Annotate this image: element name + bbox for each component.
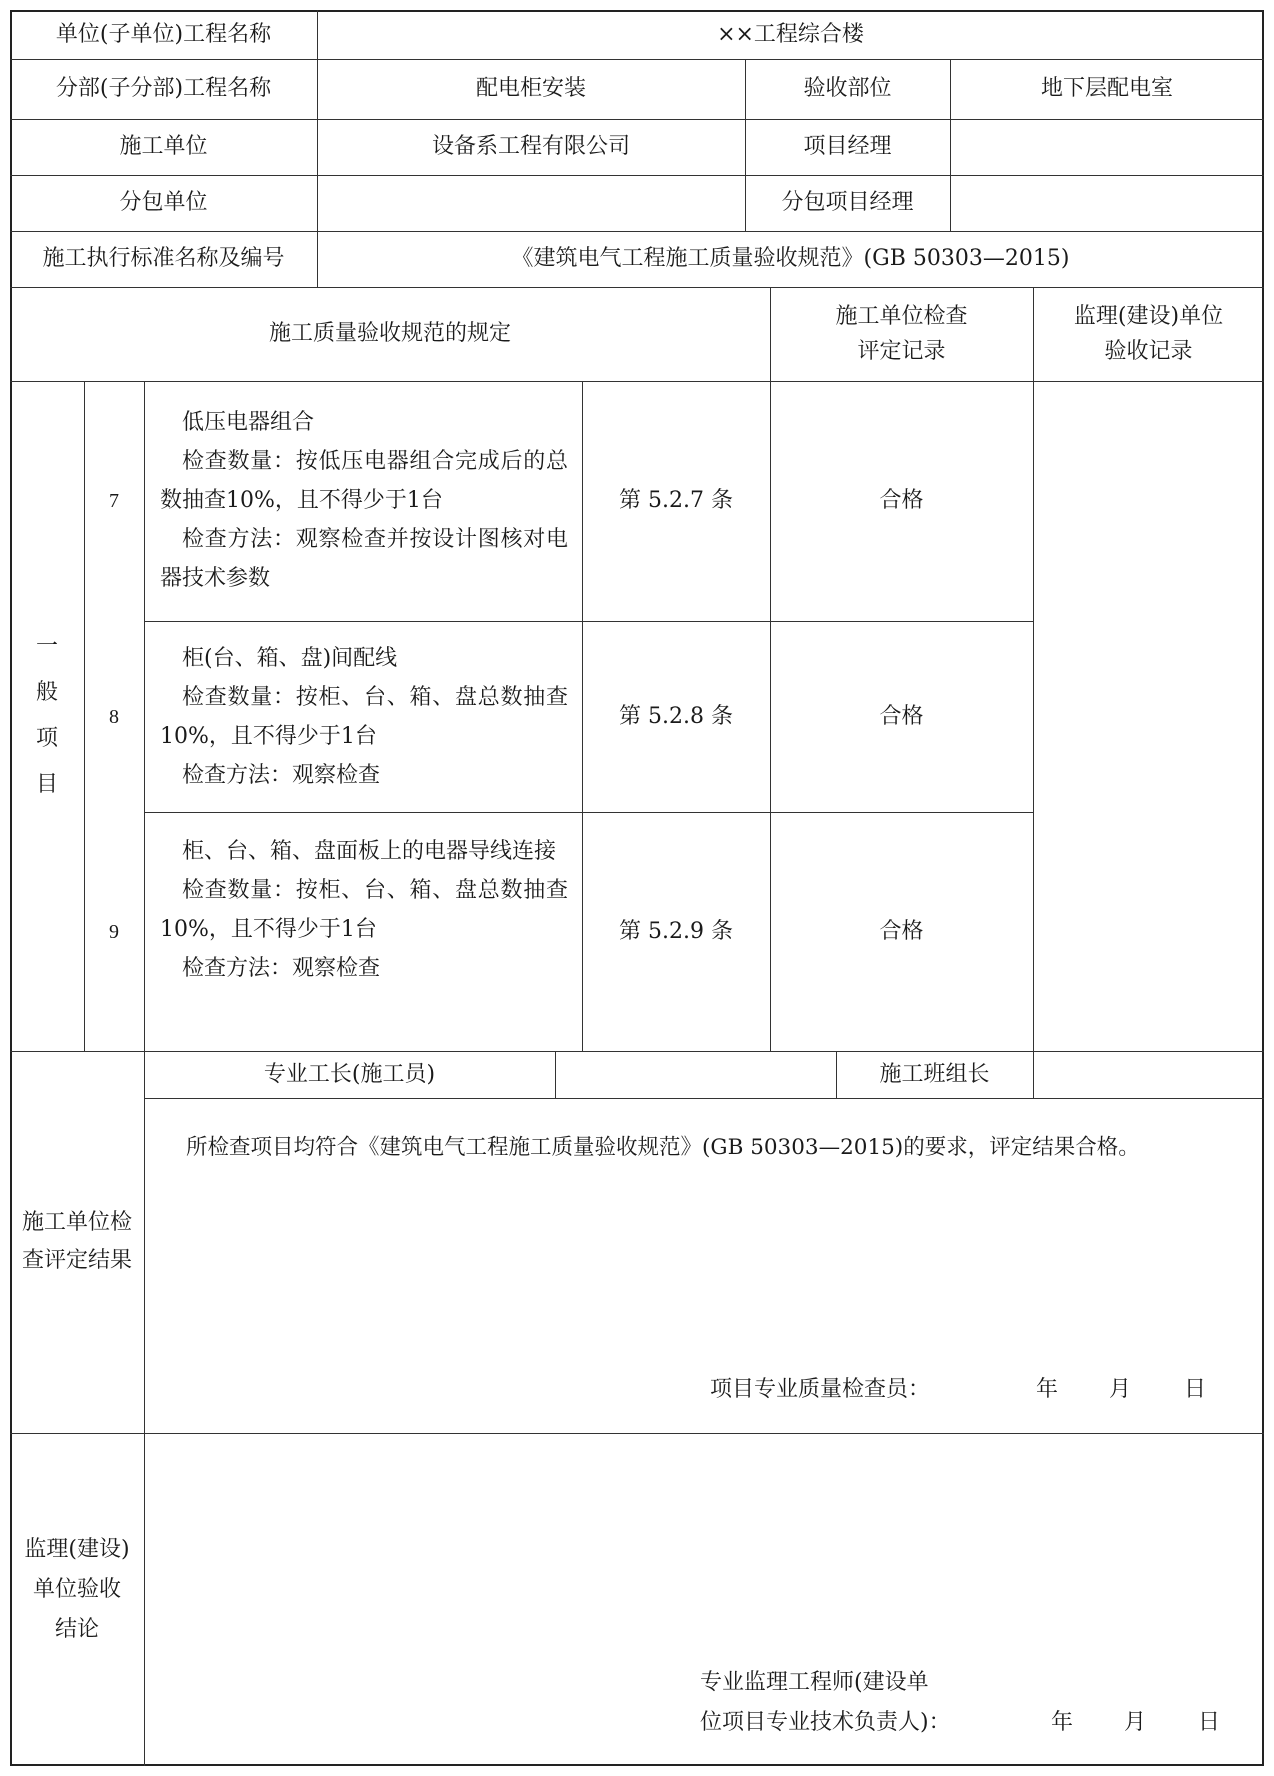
standard-value: 《建筑电气工程施工质量验收规范》(GB 50303—2015): [511, 246, 1070, 272]
section-label-char: 般: [35, 680, 58, 705]
quality-inspector-label: 项目专业质量检查员：: [710, 1377, 931, 1403]
supervisor-header-line2: 验收记录: [1104, 339, 1193, 364]
item-check-quantity: 检查数量：按柜、台、箱、盘总数抽查10%，且不得少于1台: [160, 685, 568, 749]
unit-project-label: 单位(子单位)工程名称: [55, 21, 272, 47]
unit-project-value: ××工程综合楼: [717, 21, 864, 47]
item-number: 8: [109, 705, 119, 728]
item-result: 合格: [879, 918, 924, 944]
supervisor-conclusion-label-line2: 单位验收: [32, 1577, 121, 1602]
item-number: 9: [109, 920, 119, 943]
item-description: [160, 639, 568, 795]
item-clause: 第 5.2.9 条: [619, 918, 733, 944]
supervisor-conclusion-label-line3: 结论: [54, 1617, 99, 1642]
contractor-check-header-line1: 施工单位检查: [835, 303, 968, 329]
acceptance-part-value: 地下层配电室: [1040, 76, 1173, 102]
item-description: [160, 832, 568, 988]
contractor-result-month: 月: [1108, 1377, 1131, 1403]
item-title: 低压电器组合: [182, 410, 315, 435]
general-items-section-label: [10, 381, 84, 1051]
acceptance-part-label: 验收部位: [803, 76, 892, 102]
contractor-result-label-line2: 查评定结果: [21, 1248, 132, 1273]
contractor-result-text: 所检查项目均符合《建筑电气工程施工质量验收规范》(GB 50303—2015)的要求，评定结果合格。: [186, 1134, 1140, 1160]
sub-project-label: 分部(子分部)工程名称: [55, 76, 272, 102]
supervising-engineer-label-line2: 位项目专业技术负责人)：: [700, 1710, 951, 1736]
spec-column-header: 施工质量验收规范的规定: [268, 321, 511, 347]
supervisor-conclusion-label: [10, 1500, 144, 1680]
sub-project-manager-label: 分包项目经理: [781, 190, 914, 216]
supervising-engineer-label-line1: 专业监理工程师(建设单: [700, 1670, 929, 1696]
section-label-char: 项: [35, 726, 58, 751]
item-result: 合格: [879, 488, 924, 514]
item-clause: 第 5.2.8 条: [619, 703, 733, 729]
item-check-method: 检查方法：观察检查: [182, 956, 381, 981]
supervisor-conclusion-day: 日: [1197, 1710, 1220, 1736]
supervisor-conclusion-year: 年: [1050, 1710, 1073, 1736]
item-check-method: 检查方法：观察检查: [182, 763, 381, 788]
contractor-result-label-line1: 施工单位检: [21, 1210, 132, 1235]
standard-label: 施工执行标准名称及编号: [42, 246, 285, 272]
row-divider: [10, 1433, 1264, 1434]
project-manager-value: [950, 119, 1264, 175]
section-label-char: 目: [35, 772, 58, 797]
team-leader-value: [1033, 1051, 1264, 1098]
contractor-label: 施工单位: [119, 134, 208, 160]
foreman-value: [555, 1051, 836, 1098]
supervisor-conclusion-month: 月: [1123, 1710, 1146, 1736]
item-title: 柜、台、箱、盘面板上的电器导线连接: [182, 839, 557, 864]
contractor-check-column-header: [770, 287, 1033, 381]
item-title: 柜(台、箱、盘)间配线: [182, 646, 398, 671]
sub-project-manager-value: [950, 175, 1264, 231]
team-leader-label: 施工班组长: [879, 1061, 990, 1087]
item-check-method: 检查方法：观察检查并按设计图核对电器技术参数: [160, 527, 568, 591]
item-result: 合格: [879, 703, 924, 729]
contractor-value: 设备系工程有限公司: [431, 134, 630, 160]
subcontractor-value: [317, 175, 745, 231]
sub-project-value: 配电柜安装: [475, 76, 586, 102]
foreman-label: 专业工长(施工员): [263, 1061, 436, 1087]
item-description: [160, 403, 568, 598]
contractor-result-year: 年: [1035, 1377, 1058, 1403]
supervisor-conclusion-label-line1: 监理(建设): [24, 1537, 130, 1562]
supervisor-column-header: [1033, 287, 1264, 381]
supervisor-header-line1: 监理(建设)单位: [1073, 303, 1224, 329]
subcontractor-label: 分包单位: [119, 190, 208, 216]
contractor-result-day: 日: [1183, 1377, 1206, 1403]
contractor-result-label: [10, 1051, 144, 1433]
item-check-quantity: 检查数量：按柜、台、箱、盘总数抽查10%，且不得少于1台: [160, 878, 568, 942]
item-clause: 第 5.2.7 条: [619, 488, 733, 514]
contractor-check-header-line2: 评定记录: [857, 339, 946, 364]
column-divider: [1033, 287, 1034, 1051]
item-number: 7: [109, 490, 119, 512]
row-divider: [144, 1098, 1264, 1099]
project-manager-label: 项目经理: [803, 134, 892, 160]
section-label-char: 一: [35, 634, 58, 659]
item-check-quantity: 检查数量：按低压电器组合完成后的总数抽查10%，且不得少于1台: [160, 449, 568, 513]
